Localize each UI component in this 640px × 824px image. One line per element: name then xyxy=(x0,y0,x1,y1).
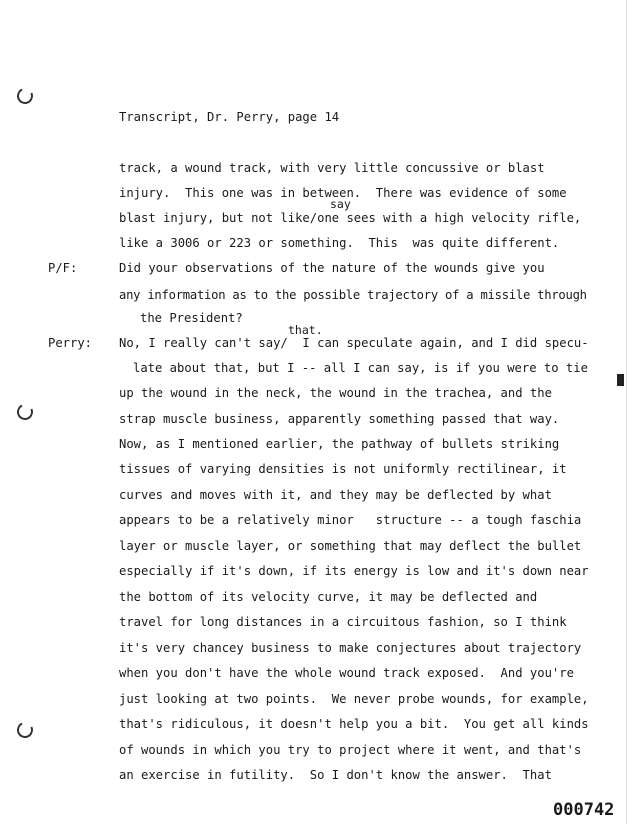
speaker-label-pf: P/F: xyxy=(48,261,78,275)
scan-edge xyxy=(626,0,627,824)
transcript-line: blast injury, but not like/one sees with a high velocity rifle, xyxy=(119,211,582,225)
transcript-line: travel for long distances in a circuitous fashion, so I think xyxy=(119,615,567,629)
transcript-line: it's very chancey business to make conjectures about trajectory xyxy=(119,641,582,655)
transcript-line: any information as to the possible trajectory of a missile through xyxy=(119,288,587,302)
transcript-line: when you don't have the whole wound track exposed. And you're xyxy=(119,666,574,680)
transcript-line: that's ridiculous, it doesn't help you a bit. You get all kinds xyxy=(119,717,589,731)
bates-number: 000742 xyxy=(553,800,615,820)
transcript-line: strap muscle business, apparently something passed that way. xyxy=(119,412,560,426)
transcript-line: track, a wound track, with very little concussive or blast xyxy=(119,161,545,175)
transcript-line: especially if it's down, if its energy is low and it's down near xyxy=(119,564,589,578)
transcript-line: Did your observations of the nature of the wounds give you xyxy=(119,261,545,275)
transcript-line: appears to be a relatively minor structure -- a tough faschia xyxy=(119,513,582,527)
punch-hole-middle xyxy=(15,402,36,423)
transcript-line: layer or muscle layer, or something that may deflect the bullet xyxy=(119,539,582,553)
punch-hole-top xyxy=(15,86,36,107)
transcript-line: like a 3006 or 223 or something. This was quite different. xyxy=(119,236,560,250)
transcript-line: injury. This one was in between. There was evidence of some xyxy=(119,186,567,200)
transcript-line: No, I really can't say/ I can speculate again, and I did specu- xyxy=(119,336,589,350)
page-header: Transcript, Dr. Perry, page 14 xyxy=(119,110,340,124)
handwritten-insertion-say: say xyxy=(330,197,351,211)
transcript-line: tissues of varying densities is not uniformly rectilinear, it xyxy=(119,462,567,476)
transcript-line: up the wound in the neck, the wound in the trachea, and the xyxy=(119,386,552,400)
transcript-line: of wounds in which you try to project where it went, and that's xyxy=(119,743,582,757)
transcript-line: late about that, but I -- all I can say, is if you were to tie xyxy=(133,361,588,375)
transcript-line: curves and moves with it, and they may be deflected by what xyxy=(119,488,552,502)
handwritten-insertion-that: that. xyxy=(288,323,323,337)
transcript-line: the bottom of its velocity curve, it may be deflected and xyxy=(119,590,538,604)
transcript-line: the President? xyxy=(140,311,243,325)
speaker-label-perry: Perry: xyxy=(48,336,93,350)
transcript-line: an exercise in futility. So I don't know the answer. That xyxy=(119,768,552,782)
transcript-line: just looking at two points. We never probe wounds, for example, xyxy=(119,692,589,706)
transcript-line: Now, as I mentioned earlier, the pathway of bullets striking xyxy=(119,437,560,451)
punch-hole-bottom xyxy=(15,720,36,741)
edge-mark xyxy=(617,374,624,386)
